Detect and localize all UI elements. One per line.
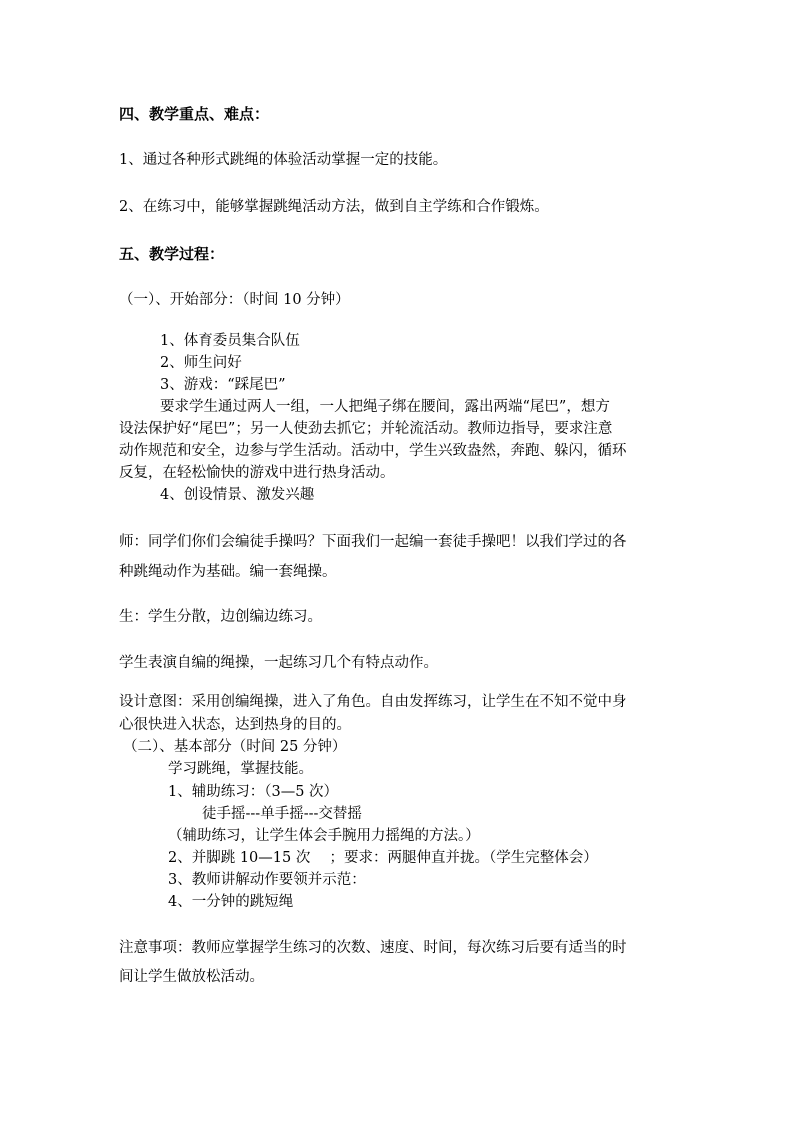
section4-point-1: 1、通过各种形式跳绳的体验活动掌握一定的技能。: [119, 152, 448, 168]
part2-item-1-detail: 徒手摇---单手摇---交替摇: [202, 806, 362, 822]
game-description-line: 动作规范和安全，边参与学生活动。活动中，学生兴致盎然，奔跑、躲闪，循环: [119, 443, 627, 459]
design-intent-line: 设计意图：采用创编绳操，进入了角色。自由发挥练习，让学生在不知不觉中身: [119, 694, 627, 710]
part1-item-2: 2、师生问好: [160, 355, 242, 371]
part1-title: （一）、开始部分：（时间 10 分钟）: [119, 292, 350, 308]
section5-heading: 五、教学过程：: [119, 245, 225, 263]
part2-item-4: 4、一分钟的跳短绳: [168, 894, 294, 910]
game-description-line: 要求学生通过两人一组，一人把绳子绑在腰间，露出两端“尾巴”，想方: [160, 399, 610, 415]
game-description-line: 反复，在轻松愉快的游戏中进行热身活动。: [119, 465, 395, 481]
part2-title: （二）、基本部分（时间 25 分钟）: [123, 739, 347, 755]
part2-item-1: 1、辅助练习：（3—5 次）: [168, 784, 339, 800]
section4-point-2: 2、在练习中，能够掌握跳绳活动方法，做到自主学练和合作锻炼。: [119, 199, 549, 215]
student-performance: 学生表演自编的绳操，一起练习几个有特点动作。: [119, 655, 438, 671]
design-intent-line: 心很快进入状态，达到热身的目的。: [119, 717, 351, 733]
notes-line: 间让学生做放松活动。: [119, 969, 264, 985]
part2-intro: 学习跳绳，掌握技能。: [168, 761, 313, 777]
part2-item-2: 2、并脚跳 10—15 次 ；要求：两腿伸直并拢。（学生完整体会）: [168, 850, 598, 866]
student-dialogue: 生：学生分散，边创编边练习。: [119, 609, 322, 625]
game-description-line: 设法保护好“尾巴”；另一人使劲去抓它；并轮流活动。教师边指导，要求注意: [119, 421, 613, 437]
teacher-dialogue-line: 种跳绳动作为基础。编一套绳操。: [119, 564, 337, 580]
part1-item-1: 1、体育委员集合队伍: [160, 333, 300, 349]
part1-item-3: 3、游戏：“踩尾巴”: [160, 377, 286, 393]
section4-heading: 四、教学重点、难点：: [119, 105, 270, 123]
part2-item-1-note: （辅助练习，让学生体会手腕用力摇绳的方法。）: [168, 828, 480, 844]
notes-line: 注意事项：教师应掌握学生练习的次数、速度、时间，每次练习后要有适当的时: [119, 940, 627, 956]
teacher-dialogue-line: 师：同学们你们会编徒手操吗？下面我们一起编一套徒手操吧！以我们学过的各: [119, 534, 627, 550]
part1-item-4: 4、创设情景、激发兴趣: [160, 487, 315, 503]
part2-item-3: 3、教师讲解动作要领并示范：: [168, 872, 366, 888]
